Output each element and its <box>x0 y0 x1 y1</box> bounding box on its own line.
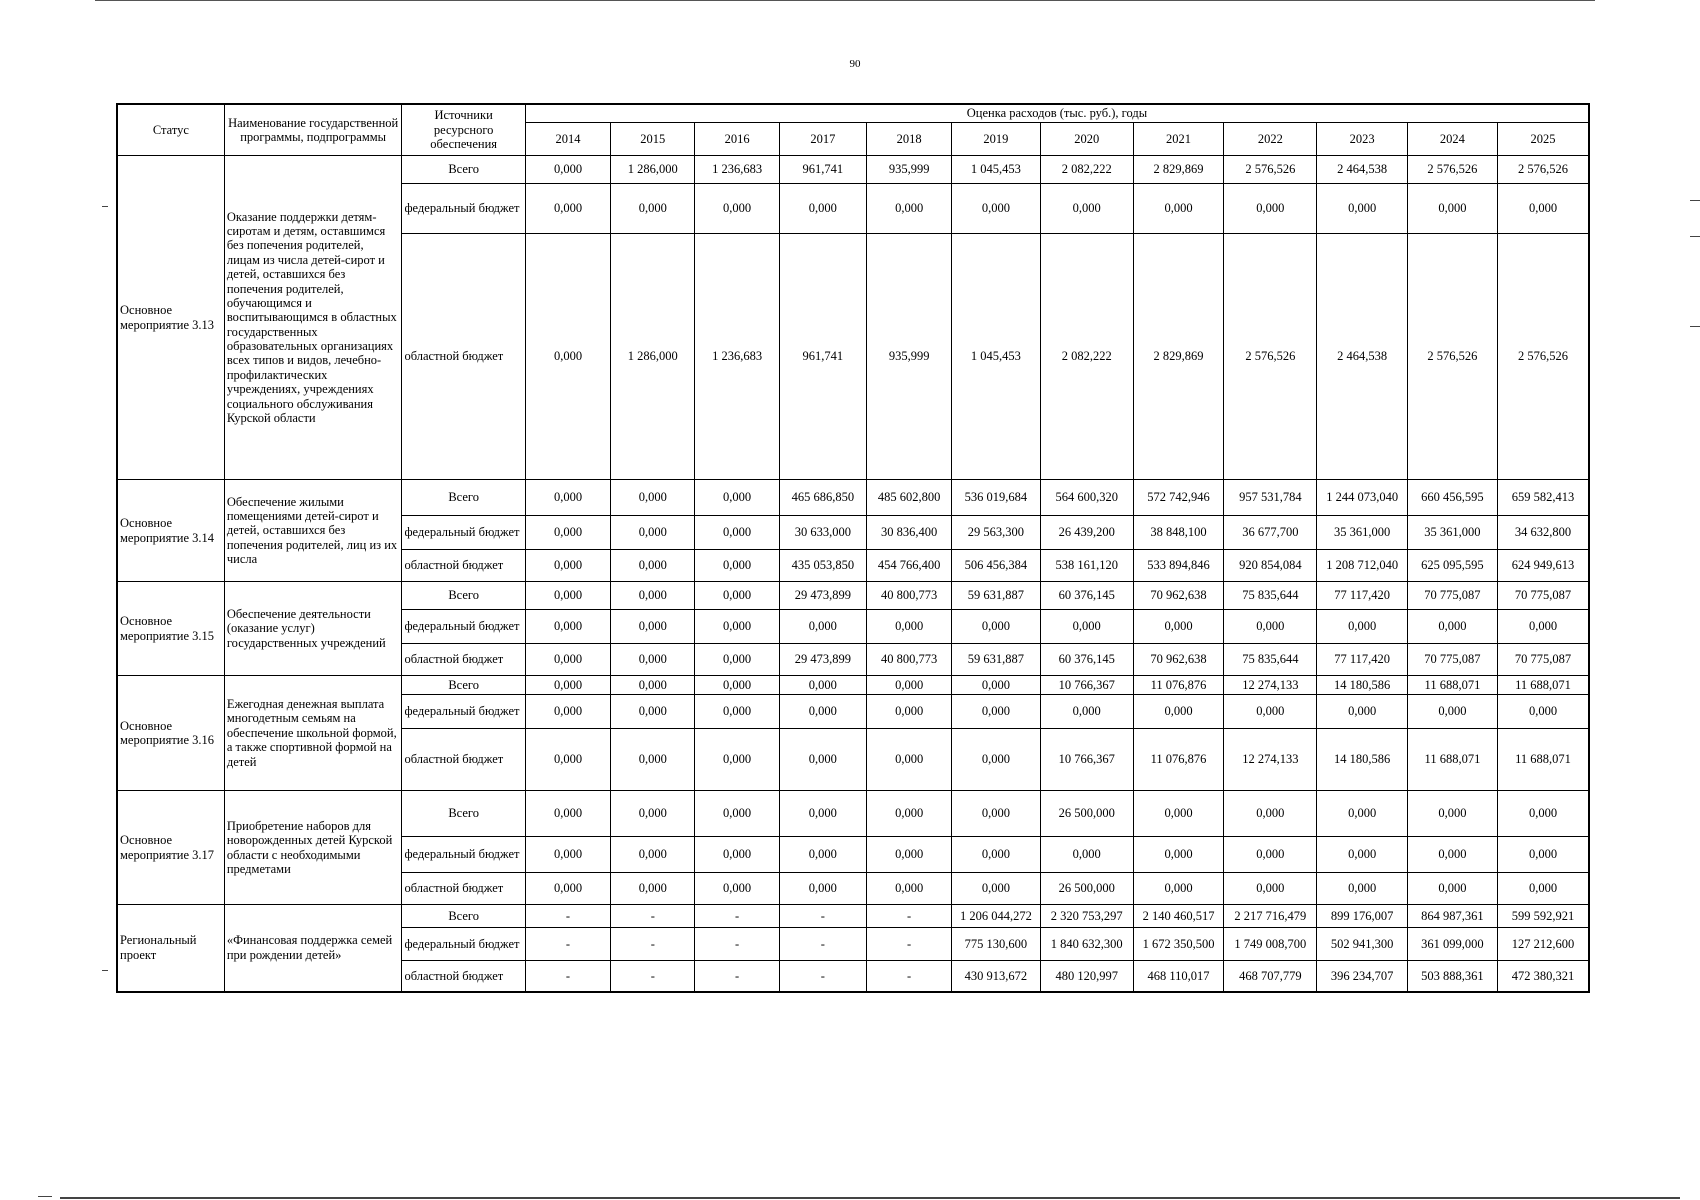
value-cell: 0,000 <box>525 837 610 873</box>
value-cell: 503 888,361 <box>1407 961 1497 992</box>
value-cell: 533 894,846 <box>1133 550 1223 582</box>
value-cell: 361 099,000 <box>1407 928 1497 961</box>
source-cell: федеральный бюджет <box>402 516 525 550</box>
value-cell: 961,741 <box>779 156 866 184</box>
value-cell: 2 320 753,297 <box>1040 905 1133 928</box>
value-cell: 26 439,200 <box>1040 516 1133 550</box>
value-cell: 0,000 <box>952 873 1040 905</box>
value-cell: 70 962,638 <box>1133 582 1223 610</box>
source-cell: областной бюджет <box>402 873 525 905</box>
source-cell: федеральный бюджет <box>402 837 525 873</box>
value-cell: 0,000 <box>1498 873 1589 905</box>
value-cell: 468 110,017 <box>1133 961 1223 992</box>
value-cell: 0,000 <box>695 480 779 516</box>
value-cell: 0,000 <box>1317 791 1407 837</box>
value-cell: 1 236,683 <box>695 156 779 184</box>
value-cell: 1 286,000 <box>611 156 695 184</box>
value-cell: 0,000 <box>779 610 866 644</box>
value-cell: 0,000 <box>1133 610 1223 644</box>
value-cell: 0,000 <box>611 644 695 676</box>
source-cell: Всего <box>402 676 525 695</box>
value-cell: 0,000 <box>611 184 695 234</box>
value-cell: 0,000 <box>525 644 610 676</box>
value-cell: 2 576,526 <box>1224 156 1317 184</box>
value-cell: 0,000 <box>1407 610 1497 644</box>
value-cell: 0,000 <box>1317 610 1407 644</box>
value-cell: 0,000 <box>866 837 951 873</box>
value-cell: 2 082,222 <box>1040 156 1133 184</box>
source-cell: Всего <box>402 156 525 184</box>
value-cell: 0,000 <box>866 729 951 791</box>
value-cell: 77 117,420 <box>1317 644 1407 676</box>
value-cell: 935,999 <box>866 156 951 184</box>
value-cell: 0,000 <box>525 480 610 516</box>
program-name-cell: Оказание поддержки детям-сиротам и детям, оставшимся без попечения родителей, лицам из числа детей-сирот и детей, оставшихся без попечения родителей, обучающимся и воспитывающимся в областных государственных образовательных организациях всех типов и видов, лечебно-профилактических учреждениях, учреждениях социального обслуживания Курской области <box>224 156 402 480</box>
value-cell: - <box>866 905 951 928</box>
bottom-rule <box>60 1197 1680 1199</box>
value-cell: - <box>611 961 695 992</box>
table-row <box>117 676 1589 695</box>
value-cell: 11 076,876 <box>1133 729 1223 791</box>
budget-table <box>116 103 1590 993</box>
value-cell: 0,000 <box>1498 184 1589 234</box>
value-cell: 0,000 <box>695 729 779 791</box>
value-cell: 0,000 <box>525 695 610 729</box>
value-cell: - <box>611 928 695 961</box>
value-cell: 127 212,600 <box>1498 928 1589 961</box>
value-cell: 70 775,087 <box>1407 582 1497 610</box>
value-cell: - <box>779 961 866 992</box>
value-cell: 0,000 <box>1133 873 1223 905</box>
value-cell: 0,000 <box>525 676 610 695</box>
status-cell: Региональный проект <box>117 905 224 992</box>
value-cell: 0,000 <box>1224 837 1317 873</box>
value-cell: 0,000 <box>779 873 866 905</box>
value-cell: 961,741 <box>779 234 866 480</box>
value-cell: 396 234,707 <box>1317 961 1407 992</box>
value-cell: 35 361,000 <box>1407 516 1497 550</box>
value-cell: 2 829,869 <box>1133 156 1223 184</box>
status-cell: Основное мероприятие 3.16 <box>117 676 224 791</box>
value-cell: 35 361,000 <box>1317 516 1407 550</box>
value-cell: 0,000 <box>525 234 610 480</box>
table-row <box>117 905 1589 928</box>
margin-mark <box>102 970 108 971</box>
value-cell: 75 835,644 <box>1224 582 1317 610</box>
value-cell: 0,000 <box>525 729 610 791</box>
value-cell: 11 688,071 <box>1498 676 1589 695</box>
value-cell: 0,000 <box>611 791 695 837</box>
value-cell: 0,000 <box>695 837 779 873</box>
value-cell: 30 836,400 <box>866 516 951 550</box>
value-cell: 0,000 <box>952 837 1040 873</box>
value-cell: 0,000 <box>695 516 779 550</box>
value-cell: 12 274,133 <box>1224 676 1317 695</box>
value-cell: 0,000 <box>695 791 779 837</box>
value-cell: 454 766,400 <box>866 550 951 582</box>
value-cell: 0,000 <box>1317 873 1407 905</box>
source-cell: Всего <box>402 480 525 516</box>
table-row <box>117 480 1589 516</box>
value-cell: 2 576,526 <box>1498 156 1589 184</box>
status-cell: Основное мероприятие 3.15 <box>117 582 224 676</box>
year-header-cell: 2016 <box>695 123 779 156</box>
value-cell: 660 456,595 <box>1407 480 1497 516</box>
value-cell: 0,000 <box>1040 184 1133 234</box>
value-cell: 70 775,087 <box>1498 644 1589 676</box>
value-cell: 70 775,087 <box>1407 644 1497 676</box>
page-number: 90 <box>849 58 861 70</box>
value-cell: 624 949,613 <box>1498 550 1589 582</box>
value-cell: 77 117,420 <box>1317 582 1407 610</box>
value-cell: 26 500,000 <box>1040 873 1133 905</box>
source-cell: Всего <box>402 791 525 837</box>
year-header-cell: 2014 <box>525 123 610 156</box>
value-cell: - <box>611 905 695 928</box>
value-cell: 40 800,773 <box>866 644 951 676</box>
value-cell: 75 835,644 <box>1224 644 1317 676</box>
source-cell: областной бюджет <box>402 644 525 676</box>
value-cell: 0,000 <box>866 791 951 837</box>
value-cell: 472 380,321 <box>1498 961 1589 992</box>
year-header-cell: 2017 <box>779 123 866 156</box>
value-cell: 0,000 <box>525 184 610 234</box>
value-cell: 480 120,997 <box>1040 961 1133 992</box>
value-cell: 1 208 712,040 <box>1317 550 1407 582</box>
value-cell: 465 686,850 <box>779 480 866 516</box>
value-cell: 0,000 <box>1317 837 1407 873</box>
value-cell: 0,000 <box>611 695 695 729</box>
value-cell: 0,000 <box>1407 791 1497 837</box>
value-cell: 899 176,007 <box>1317 905 1407 928</box>
value-cell: 29 563,300 <box>952 516 1040 550</box>
value-cell: 0,000 <box>1224 791 1317 837</box>
value-cell: 0,000 <box>611 729 695 791</box>
value-cell: 0,000 <box>952 610 1040 644</box>
header-name: Наименование государственной программы, подпрограммы <box>224 104 402 156</box>
value-cell: 0,000 <box>611 676 695 695</box>
value-cell: 957 531,784 <box>1224 480 1317 516</box>
value-cell: 0,000 <box>611 610 695 644</box>
value-cell: 0,000 <box>952 695 1040 729</box>
table-header <box>117 104 1589 156</box>
year-header-cell: 2015 <box>611 123 695 156</box>
year-header-cell: 2019 <box>952 123 1040 156</box>
value-cell: 36 677,700 <box>1224 516 1317 550</box>
value-cell: 0,000 <box>1224 873 1317 905</box>
value-cell: 659 582,413 <box>1498 480 1589 516</box>
value-cell: 572 742,946 <box>1133 480 1223 516</box>
value-cell: 502 941,300 <box>1317 928 1407 961</box>
value-cell: 0,000 <box>1133 791 1223 837</box>
source-cell: Всего <box>402 582 525 610</box>
value-cell: 864 987,361 <box>1407 905 1497 928</box>
value-cell: 1 672 350,500 <box>1133 928 1223 961</box>
status-cell: Основное мероприятие 3.14 <box>117 480 224 582</box>
value-cell: 0,000 <box>952 791 1040 837</box>
value-cell: 0,000 <box>1407 873 1497 905</box>
value-cell: 935,999 <box>866 234 951 480</box>
value-cell: 1 206 044,272 <box>952 905 1040 928</box>
source-cell: федеральный бюджет <box>402 928 525 961</box>
value-cell: 0,000 <box>1498 837 1589 873</box>
margin-mark <box>38 1196 52 1197</box>
value-cell: 14 180,586 <box>1317 676 1407 695</box>
value-cell: 0,000 <box>525 610 610 644</box>
value-cell: 0,000 <box>1224 695 1317 729</box>
value-cell: 11 688,071 <box>1498 729 1589 791</box>
value-cell: 920 854,084 <box>1224 550 1317 582</box>
value-cell: 11 688,071 <box>1407 729 1497 791</box>
value-cell: 0,000 <box>611 837 695 873</box>
value-cell: 40 800,773 <box>866 582 951 610</box>
value-cell: 10 766,367 <box>1040 729 1133 791</box>
value-cell: 564 600,320 <box>1040 480 1133 516</box>
value-cell: 0,000 <box>1317 695 1407 729</box>
header-status: Статус <box>117 104 224 156</box>
value-cell: 0,000 <box>779 184 866 234</box>
value-cell: 0,000 <box>779 676 866 695</box>
value-cell: 29 473,899 <box>779 644 866 676</box>
value-cell: 0,000 <box>1040 610 1133 644</box>
value-cell: - <box>866 928 951 961</box>
table-row <box>117 791 1589 837</box>
program-name-cell: Обеспечение жилыми помещениями детей-сирот и детей, оставшихся без попечения родителей, лиц из их числа <box>224 480 402 582</box>
source-cell: федеральный бюджет <box>402 610 525 644</box>
value-cell: 11 688,071 <box>1407 676 1497 695</box>
value-cell: 0,000 <box>525 550 610 582</box>
year-header-cell: 2021 <box>1133 123 1223 156</box>
value-cell: 2 576,526 <box>1407 156 1497 184</box>
value-cell: 2 829,869 <box>1133 234 1223 480</box>
value-cell: 0,000 <box>1407 695 1497 729</box>
year-header-cell: 2018 <box>866 123 951 156</box>
source-cell: областной бюджет <box>402 550 525 582</box>
table-row <box>117 582 1589 610</box>
value-cell: 1 749 008,700 <box>1224 928 1317 961</box>
value-cell: 2 464,538 <box>1317 234 1407 480</box>
value-cell: 0,000 <box>695 610 779 644</box>
value-cell: - <box>525 905 610 928</box>
value-cell: 10 766,367 <box>1040 676 1133 695</box>
value-cell: 60 376,145 <box>1040 582 1133 610</box>
value-cell: 0,000 <box>866 610 951 644</box>
value-cell: 0,000 <box>695 550 779 582</box>
value-cell: - <box>525 961 610 992</box>
value-cell: 0,000 <box>1040 695 1133 729</box>
value-cell: 1 236,683 <box>695 234 779 480</box>
value-cell: 60 376,145 <box>1040 644 1133 676</box>
value-cell: 0,000 <box>1224 184 1317 234</box>
value-cell: 2 576,526 <box>1407 234 1497 480</box>
value-cell: 0,000 <box>952 184 1040 234</box>
value-cell: 0,000 <box>1040 837 1133 873</box>
value-cell: 435 053,850 <box>779 550 866 582</box>
value-cell: 775 130,600 <box>952 928 1040 961</box>
value-cell: 0,000 <box>1133 695 1223 729</box>
value-cell: 0,000 <box>952 676 1040 695</box>
value-cell: 12 274,133 <box>1224 729 1317 791</box>
value-cell: 2 464,538 <box>1317 156 1407 184</box>
value-cell: 11 076,876 <box>1133 676 1223 695</box>
status-cell: Основное мероприятие 3.13 <box>117 156 224 480</box>
value-cell: 0,000 <box>1317 184 1407 234</box>
value-cell: - <box>695 928 779 961</box>
value-cell: 0,000 <box>779 695 866 729</box>
table-row <box>117 156 1589 184</box>
margin-mark <box>1690 326 1700 327</box>
source-cell: областной бюджет <box>402 234 525 480</box>
value-cell: 0,000 <box>779 791 866 837</box>
value-cell: 30 633,000 <box>779 516 866 550</box>
value-cell: 0,000 <box>1224 610 1317 644</box>
value-cell: - <box>695 905 779 928</box>
value-cell: 34 632,800 <box>1498 516 1589 550</box>
source-cell: федеральный бюджет <box>402 695 525 729</box>
value-cell: - <box>866 961 951 992</box>
source-cell: областной бюджет <box>402 729 525 791</box>
value-cell: 1 045,453 <box>952 234 1040 480</box>
value-cell: 0,000 <box>525 516 610 550</box>
value-cell: 0,000 <box>611 516 695 550</box>
value-cell: 468 707,779 <box>1224 961 1317 992</box>
value-cell: - <box>525 928 610 961</box>
program-name-cell: Ежегодная денежная выплата многодетным семьям на обеспечение школьной формой, а также спортивной формой на детей <box>224 676 402 791</box>
header-estimate: Оценка расходов (тыс. руб.), годы <box>525 104 1589 123</box>
program-name-cell: Приобретение наборов для новорожденных детей Курской области с необходимыми предметами <box>224 791 402 905</box>
value-cell: 0,000 <box>1407 184 1497 234</box>
value-cell: 2 576,526 <box>1224 234 1317 480</box>
value-cell: 0,000 <box>866 676 951 695</box>
table-body <box>117 156 1589 992</box>
value-cell: 1 244 073,040 <box>1317 480 1407 516</box>
source-cell: Всего <box>402 905 525 928</box>
status-cell: Основное мероприятие 3.17 <box>117 791 224 905</box>
value-cell: 0,000 <box>779 729 866 791</box>
value-cell: 0,000 <box>695 184 779 234</box>
value-cell: 0,000 <box>779 837 866 873</box>
value-cell: 1 840 632,300 <box>1040 928 1133 961</box>
value-cell: 430 913,672 <box>952 961 1040 992</box>
value-cell: 506 456,384 <box>952 550 1040 582</box>
value-cell: 2 140 460,517 <box>1133 905 1223 928</box>
top-rule <box>95 0 1595 1</box>
value-cell: 0,000 <box>1133 184 1223 234</box>
program-name-cell: «Финансовая поддержка семей при рождении детей» <box>224 905 402 992</box>
header-sources: Источники ресурсного обеспечения <box>402 104 525 156</box>
value-cell: 599 592,921 <box>1498 905 1589 928</box>
value-cell: 70 775,087 <box>1498 582 1589 610</box>
year-header-cell: 2022 <box>1224 123 1317 156</box>
margin-mark <box>1690 200 1700 201</box>
value-cell: 0,000 <box>695 695 779 729</box>
value-cell: 0,000 <box>525 582 610 610</box>
value-cell: 1 286,000 <box>611 234 695 480</box>
value-cell: 538 161,120 <box>1040 550 1133 582</box>
value-cell: 625 095,595 <box>1407 550 1497 582</box>
value-cell: 0,000 <box>695 676 779 695</box>
value-cell: 0,000 <box>525 156 610 184</box>
margin-mark <box>1690 236 1700 237</box>
value-cell: 59 631,887 <box>952 644 1040 676</box>
value-cell: 0,000 <box>1498 791 1589 837</box>
value-cell: 0,000 <box>695 582 779 610</box>
value-cell: 26 500,000 <box>1040 791 1133 837</box>
value-cell: 0,000 <box>695 873 779 905</box>
value-cell: 70 962,638 <box>1133 644 1223 676</box>
value-cell: 0,000 <box>866 695 951 729</box>
value-cell: 0,000 <box>1498 610 1589 644</box>
value-cell: 0,000 <box>611 582 695 610</box>
value-cell: 0,000 <box>611 550 695 582</box>
year-header-cell: 2025 <box>1498 123 1589 156</box>
margin-mark <box>102 206 108 207</box>
value-cell: 0,000 <box>525 791 610 837</box>
value-cell: 59 631,887 <box>952 582 1040 610</box>
value-cell: 536 019,684 <box>952 480 1040 516</box>
value-cell: 38 848,100 <box>1133 516 1223 550</box>
program-name-cell: Обеспечение деятельности (оказание услуг) государственных учреждений <box>224 582 402 676</box>
value-cell: 29 473,899 <box>779 582 866 610</box>
value-cell: 0,000 <box>1407 837 1497 873</box>
value-cell: 1 045,453 <box>952 156 1040 184</box>
value-cell: - <box>779 905 866 928</box>
source-cell: федеральный бюджет <box>402 184 525 234</box>
value-cell: 0,000 <box>611 873 695 905</box>
value-cell: 0,000 <box>866 873 951 905</box>
value-cell: 0,000 <box>866 184 951 234</box>
value-cell: 14 180,586 <box>1317 729 1407 791</box>
value-cell: 2 576,526 <box>1498 234 1589 480</box>
year-header-cell: 2024 <box>1407 123 1497 156</box>
value-cell: 2 082,222 <box>1040 234 1133 480</box>
value-cell: 0,000 <box>1498 695 1589 729</box>
value-cell: - <box>695 961 779 992</box>
source-cell: областной бюджет <box>402 961 525 992</box>
value-cell: 2 217 716,479 <box>1224 905 1317 928</box>
value-cell: - <box>779 928 866 961</box>
value-cell: 0,000 <box>695 644 779 676</box>
value-cell: 0,000 <box>525 873 610 905</box>
year-header-cell: 2023 <box>1317 123 1407 156</box>
year-header-cell: 2020 <box>1040 123 1133 156</box>
value-cell: 485 602,800 <box>866 480 951 516</box>
value-cell: 0,000 <box>952 729 1040 791</box>
value-cell: 0,000 <box>1133 837 1223 873</box>
value-cell: 0,000 <box>611 480 695 516</box>
